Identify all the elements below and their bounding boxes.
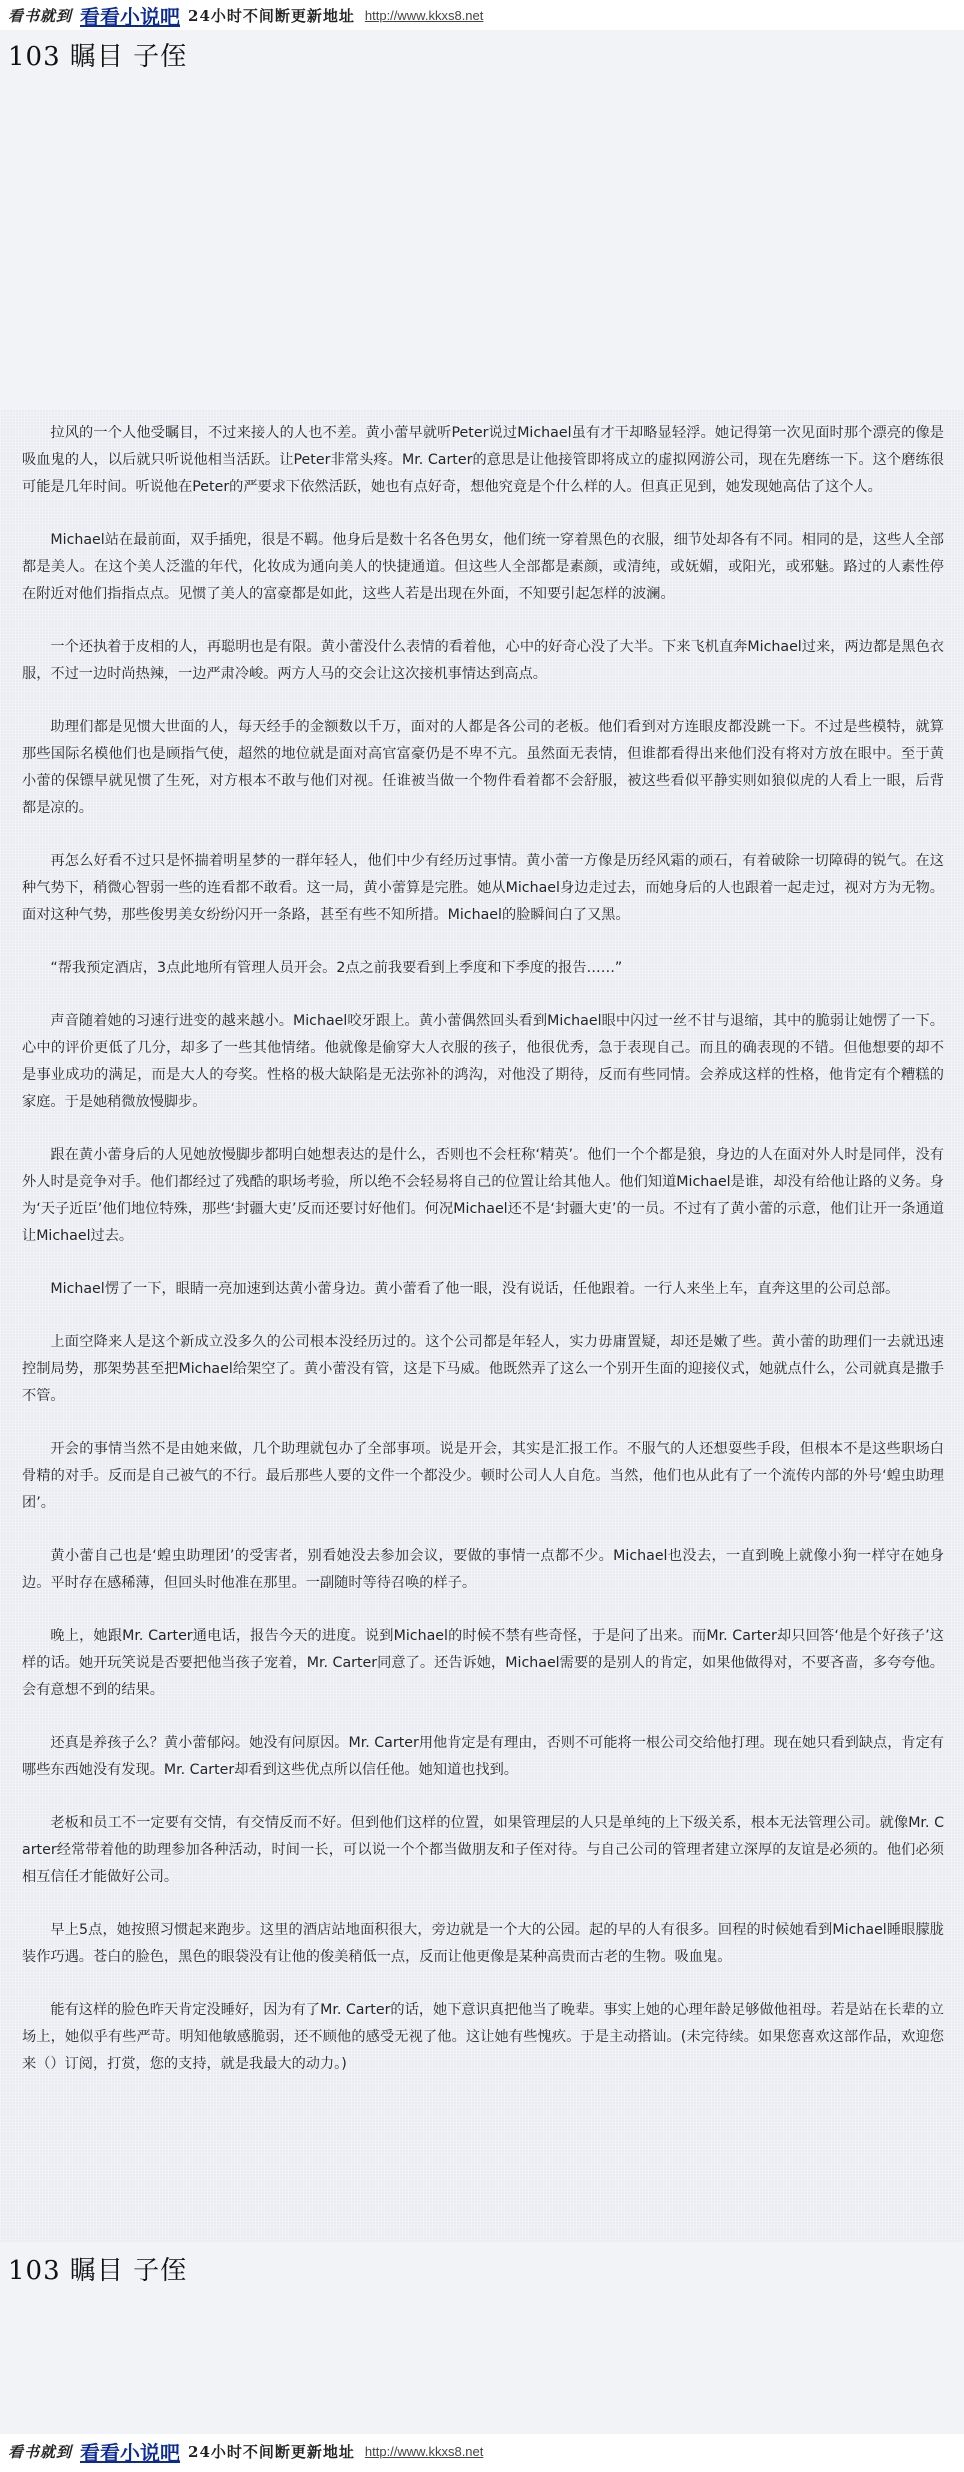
chapter-title-top: 103 瞩目 子侄 [8, 42, 188, 72]
chapter-title-bottom: 103 瞩目 子侄 [8, 2256, 188, 2286]
banner-slogan-suffix: 24小时不间断更新地址 [188, 6, 355, 25]
paragraph: Michael站在最前面，双手插兜，很是不羁。他身后是数十名各色男女，他们统一穿着黑色的衣服，细节处却各有不同。相同的是，这些人全部都是美人。在这个美人泛滥的年代，化妆成为通向美人的快捷通道。但这些人全部都是素颜，或清纯，或妩媚，或阳光，或邪魅。路过的人素性停在附近对他们指指点点。见惯了美人的富豪都是如此，这些人若是出现在外面，不知要引起怎样的波澜。 [22, 532, 944, 602]
paragraph: 能有这样的脸色昨天肯定没睡好，因为有了Mr. Carter的话，她下意识真把他当了晚辈。事实上她的心理年龄足够做他祖母。若是站在长辈的立场上，她似乎有些严苛。明知他敏感脆弱，还不顾他的感受无视了他。这让她有些愧疚。于是主动搭讪。(未完待续。如果您喜欢这部作品，欢迎您来（）订阅，打赏，您的支持，就是我最大的动力。) [22, 2002, 944, 2072]
paragraph: 助理们都是见惯大世面的人，每天经手的金额数以千万，面对的人都是各公司的老板。他们看到对方连眼皮都没跳一下。不过是些模特，就算那些国际名模他们也是顾指气使，超然的地位就是面对高官富豪仍是不卑不亢。虽然面无表情，但谁都看得出来他们没有将对方放在眼中。至于黄小蕾的保镖早就见惯了生死，对方根本不敢与他们对视。任谁被当做一个物件看着都不会舒服，被这些看似平静实则如狼似虎的人看上一眼，后背都是凉的。 [22, 719, 944, 816]
paragraph: 晚上，她跟Mr. Carter通电话，报告今天的进度。说到Michael的时候不禁有些奇怪，于是问了出来。而Mr. Carter却只回答‘他是个好孩子’这样的话。她开玩笑说是否要把他当孩子宠着，Mr. Carter同意了。还告诉她，Michael需要的是别人的肯定，如果他做得对，不要吝啬，多夸夸他。会有意想不到的结果。 [22, 1628, 944, 1698]
paragraph: 声音随着她的习速行进变的越来越小。Michael咬牙跟上。黄小蕾偶然回头看到Michael眼中闪过一丝不甘与退缩，其中的脆弱让她愣了一下。心中的评价更低了几分，却多了一些其他情绪。他就像是偷穿大人衣服的孩子，他很优秀，急于表现自己。而且的确表现的不错。但他想要的却不是事业成功的满足，而是大人的夸奖。性格的极大缺陷是无法弥补的鸿沟，对他没了期待，反而有些同情。会养成这样的性格，他肯定有个糟糕的家庭。于是她稍微放慢脚步。 [22, 1013, 944, 1110]
chapter-content [0, 410, 964, 2242]
banner-slogan-prefix: 看书就到 [8, 6, 73, 25]
paragraph: 跟在黄小蕾身后的人见她放慢脚步都明白她想表达的是什么，否则也不会枉称‘精英’。他们一个个都是狼，身边的人在面对外人时是同伴，没有外人时是竞争对手。他们都经过了残酷的职场考验，所以绝不会轻易将自己的位置让给其他人。他们知道Michael是谁，却没有给他让路的义务。身为‘天子近臣’他们地位特殊，那些‘封疆大吏’反而还要讨好他们。何况Michael还不是‘封疆大吏’的一员。不过有了黄小蕾的示意，他们让开一条通道让Michael过去。 [22, 1147, 944, 1244]
paragraph: 一个还执着于皮相的人，再聪明也是有限。黄小蕾没什么表情的看着他，心中的好奇心没了大半。下来飞机直奔Michael过来，两边都是黑色衣服，不过一边时尚热辣，一边严肃冷峻。两方人马的交会让这次接机事情达到高点。 [22, 639, 944, 682]
paragraph: “帮我预定酒店，3点此地所有管理人员开会。2点之前我要看到上季度和下季度的报告……” [50, 960, 623, 976]
paragraph: 再怎么好看不过只是怀揣着明星梦的一群年轻人，他们中少有经历过事情。黄小蕾一方像是历经风霜的顽石，有着破除一切障碍的锐气。在这种气势下，稍微心智弱一些的连看都不敢看。这一局，黄小蕾算是完胜。她从Michael身边走过去，而她身后的人也跟着一起走过，视对方为无物。面对这种气势，那些俊男美女纷纷闪开一条路，甚至有些不知所措。Michael的脸瞬间白了又黑。 [22, 853, 944, 923]
banner-slogan-suffix: 24小时不间断更新地址 [188, 2442, 355, 2461]
paragraph: 黄小蕾自己也是‘蝗虫助理团’的受害者，别看她没去参加会议，要做的事情一点都不少。Michael也没去，一直到晚上就像小狗一样守在她身边。平时存在感稀薄，但回头时他准在那里。一副随时等待召唤的样子。 [22, 1548, 944, 1591]
header-background [0, 30, 964, 410]
banner-site-name-link[interactable]: 看看小说吧 [80, 2440, 181, 2465]
paragraph: 上面空降来人是这个新成立没多久的公司根本没经历过的。这个公司都是年轻人，实力毋庸置疑，却还是嫩了些。黄小蕾的助理们一去就迅速控制局势，那架势甚至把Michael给架空了。黄小蕾没有管，这是下马威。他既然弄了这么一个别开生面的迎接仪式，她就点什么，公司就真是撒手不管。 [22, 1334, 944, 1404]
banner-url-link[interactable]: http://www.kkxs8.net [364, 7, 484, 23]
top-site-banner [0, 0, 964, 30]
paragraph: 老板和员工不一定要有交情，有交情反而不好。但到他们这样的位置，如果管理层的人只是单纯的上下级关系，根本无法管理公司。就像Mr. Carter经常带着他的助理参加各种活动，时间一长，可以说一个个都当做朋友和子侄对待。与自己公司的管理者建立深厚的友谊是必须的。他们必须相互信任才能做好公司。 [22, 1815, 944, 1885]
paragraph: Michael愣了一下，眼睛一亮加速到达黄小蕾身边。黄小蕾看了他一眼，没有说话，任他跟着。一行人来坐上车，直奔这里的公司总部。 [50, 1281, 900, 1297]
paragraph-list [22, 420, 944, 2104]
banner-slogan-prefix: 看书就到 [8, 2442, 73, 2461]
paragraph: 还真是养孩子么？黄小蕾郁闷。她没有问原因。Mr. Carter用他肯定是有理由，否则不可能将一根公司交给他打理。现在她只看到缺点，肯定有哪些东西她没有发现。Mr. Carter却看到这些优点所以信任他。她知道也找到。 [22, 1735, 944, 1778]
paragraph: 开会的事情当然不是由她来做，几个助理就包办了全部事项。说是开会，其实是汇报工作。不服气的人还想耍些手段，但根本不是这些职场白骨精的对手。反而是自己被气的不行。最后那些人要的文件一个都没少。顿时公司人人自危。当然，他们也从此有了一个流传内部的外号‘蝗虫助理团’。 [22, 1441, 944, 1511]
bottom-site-banner [0, 2436, 964, 2466]
banner-site-name-link[interactable]: 看看小说吧 [80, 4, 181, 29]
banner-url-link[interactable]: http://www.kkxs8.net [364, 2443, 484, 2459]
paragraph: 拉风的一个人他受瞩目，不过来接人的人也不差。黄小蕾早就听Peter说过Michael虽有才干却略显轻浮。她记得第一次见面时那个漂亮的像是吸血鬼的人，以后就只听说他相当活跃。让Peter非常头疼。Mr. Carter的意思是让他接管即将成立的虚拟网游公司，现在先磨练一下。这个磨练很可能是几年时间。听说他在Peter的严要求下依然活跃，她也有点好奇，想他究竟是个什么样的人。但真正见到，她发现她高估了这个人。 [22, 425, 944, 495]
paragraph: 早上5点，她按照习惯起来跑步。这里的酒店站地面积很大，旁边就是一个大的公园。起的早的人有很多。回程的时候她看到Michael睡眼朦胧装作巧遇。苍白的脸色，黑色的眼袋没有让他的俊美稍低一点，反而让他更像是某种高贵而古老的生物。吸血鬼。 [22, 1922, 944, 1965]
